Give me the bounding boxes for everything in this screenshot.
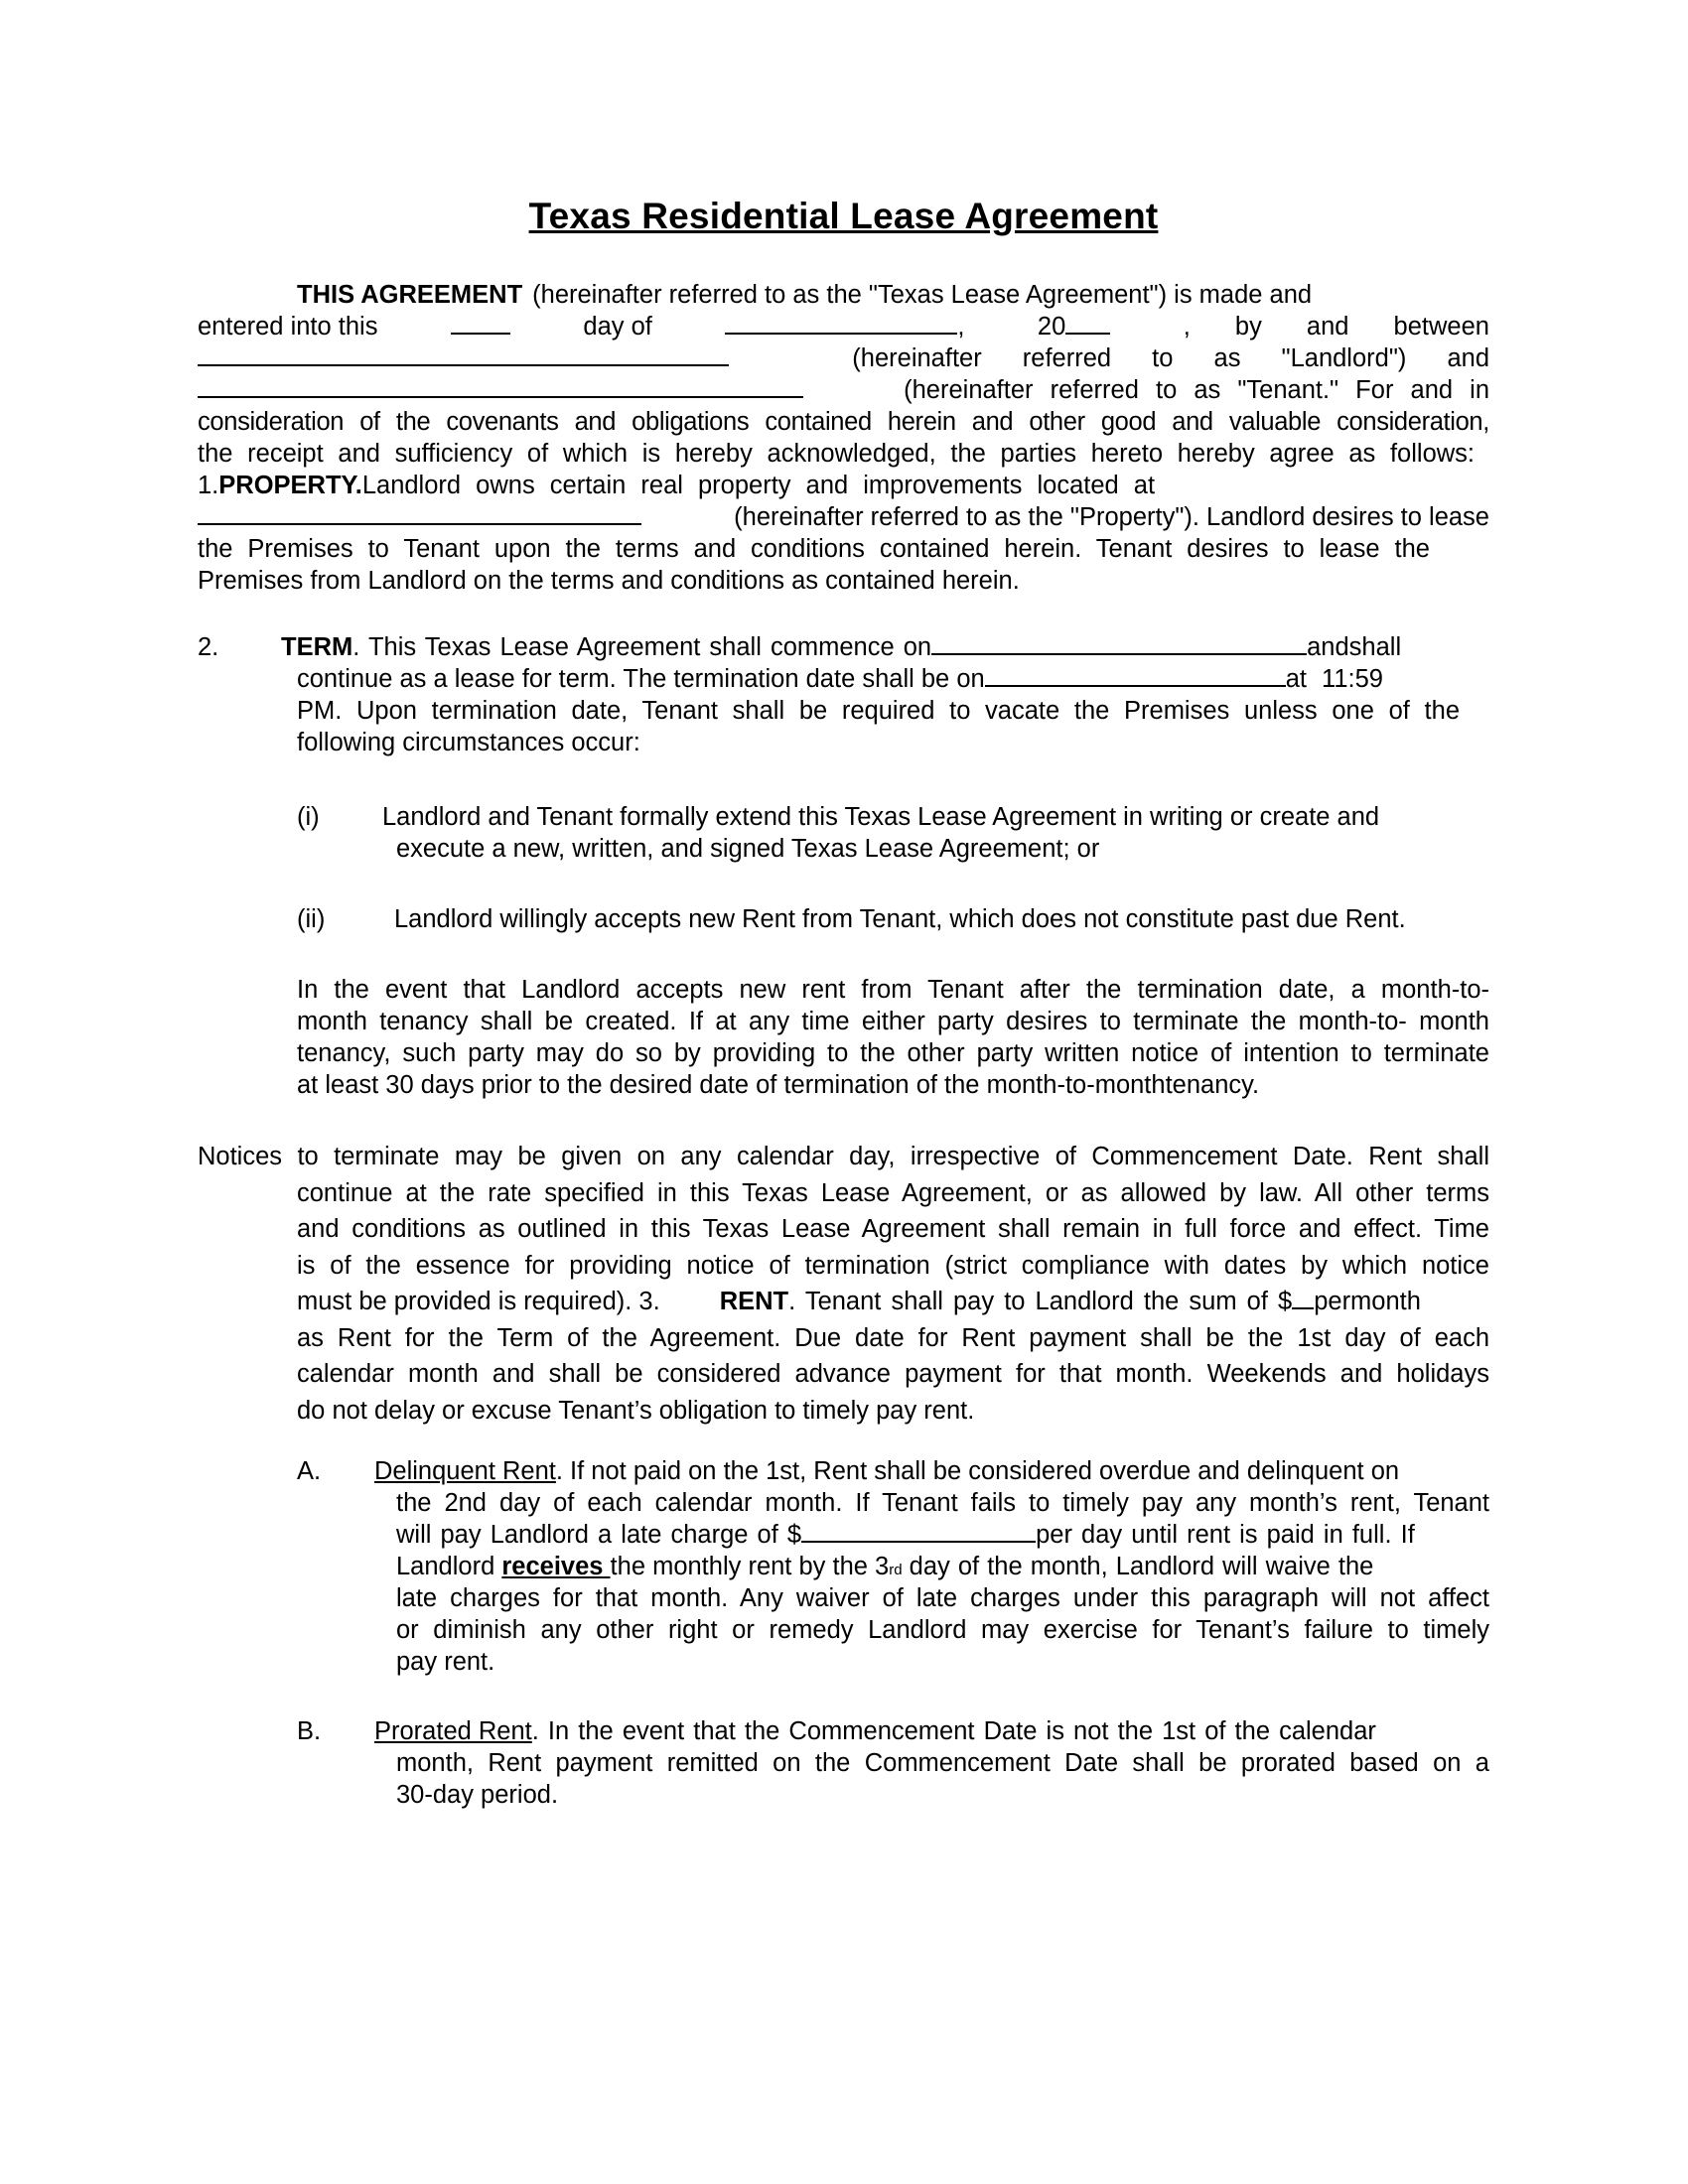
term-line-4: following circumstances occur: bbox=[297, 729, 640, 756]
day-blank[interactable] bbox=[451, 311, 510, 335]
month-blank[interactable] bbox=[725, 311, 957, 335]
property-heading: PROPERTY. bbox=[218, 472, 362, 499]
agreement-heading: THIS AGREEMENT bbox=[297, 281, 523, 309]
intro-line-8: (hereinafter referred to as the "Property"). Landlord desires to lease bbox=[198, 501, 1489, 533]
term-line-3: PM. Upon termination date, Tenant shall be required to vacate the Premises unless one of the bbox=[297, 697, 1460, 725]
month-to-month-paragraph: In the event that Landlord accepts new rent from Tenant after the termination date, a month-to- month tenancy shall be created. If at any time either party desires to terminate the month-to- month tenancy, such party may do so by providing to the other party written notice of intention to terminate at least 30 days prior to the desired date of termination of the month-to-monthtenancy. bbox=[297, 976, 1489, 1099]
delinquent-rent-heading: Delinquent Rent bbox=[374, 1457, 556, 1485]
property-line: 1. PROPERTY. Landlord owns certain real property and improvements located at bbox=[198, 472, 1156, 499]
rent-amount-blank[interactable] bbox=[1292, 1286, 1314, 1309]
intro-line-5: consideration of the covenants and obligations contained herein and other good and valuable consideration, bbox=[198, 408, 1489, 436]
intro-line-1 bbox=[198, 279, 1489, 311]
intro-line-9: the Premises to Tenant upon the terms and conditions contained herein. Tenant desires to lease the bbox=[198, 535, 1430, 563]
intro-line-6: the receipt and sufficiency of which is hereby acknowledged, the parties hereto hereby agree as follows: bbox=[198, 440, 1475, 468]
term-section bbox=[198, 631, 1489, 758]
commence-date-blank[interactable] bbox=[931, 631, 1307, 655]
intro-paragraph bbox=[198, 279, 1489, 597]
section-label: A. bbox=[297, 1457, 322, 1485]
termination-date-blank[interactable] bbox=[985, 663, 1286, 687]
circumstance-label: (i) bbox=[297, 803, 320, 831]
rent-heading: RENT bbox=[719, 1288, 789, 1315]
intro-line-1-text: (hereinafter referred to as the "Texas Lease Agreement") is made and bbox=[532, 281, 1313, 309]
document-page bbox=[198, 0, 1489, 2184]
section-label: B. bbox=[297, 1717, 322, 1745]
intro-line-10: Premises from Landlord on the terms and conditions as contained herein. bbox=[198, 567, 1020, 595]
tenant-name-blank[interactable] bbox=[198, 374, 803, 398]
document-title: Texas Residential Lease Agreement bbox=[528, 196, 1159, 236]
late-charge-blank[interactable] bbox=[801, 1519, 1036, 1543]
circumstance-ii: (ii) Landlord willingly accepts new Rent from Tenant, which does not constitute past due Rent. bbox=[297, 905, 1406, 933]
year-blank[interactable] bbox=[1065, 311, 1110, 335]
intro-line-3: (hereinafter referred to as "Landlord") and bbox=[198, 342, 1489, 374]
receives-emphasis: receives bbox=[501, 1553, 604, 1580]
term-line-2: continue as a lease for term. The termination date shall be on at 11:59 bbox=[297, 665, 1383, 693]
circumstance-label: (ii) bbox=[297, 905, 326, 933]
delinquent-rent-section: A. Delinquent Rent . If not paid on the 1st, Rent shall be considered overdue and delinquent on the 2nd day of each calendar month. If Tenant fails to timely pay any month’s rent, Tenant will pay Landlord a late charge of $ per day until rent is paid in full. If Landlord receives the monthly rent by the 3 rd day of the month, Landlord will waive the late charges for that month. Any waiver of late charges under this paragraph will not affect or diminish any other right or remedy Landlord may exercise for Tenant’s failure to timely pay rent. bbox=[297, 1457, 1489, 1676]
prorated-rent-section: B. Prorated Rent . In the event that the Commencement Date is not the 1st of the calendar month, Rent payment remitted on the Commencement Date shall be prorated based on a 30-day period. bbox=[297, 1717, 1489, 1809]
term-line-1: 2. TERM . This Texas Lease Agreement shall commence on andshall bbox=[198, 633, 1402, 661]
term-heading: TERM bbox=[281, 633, 353, 661]
notices-paragraph: Notices to terminate may be given on any calendar day, irrespective of Commencement Date. Rent shall continue at the rate specified in this Texas Lease Agreement, or as allowed by law. All other terms and conditions as outlined in this Texas Lease Agreement shall remain in full force and effect. Time is of the essence for providing notice of termination (strict compliance with dates by which notice must be provided is required). 3. RENT . Tenant shall pay to Landlord the sum of $ permonth as Rent for the Term of the Agreement. Due date for Rent payment shall be the 1st day of each calendar month and shall be considered advance payment for that month. Weekends and holidays do not delay or excuse Tenant’s obligation to timely pay rent. bbox=[198, 1143, 1489, 1425]
prorated-rent-heading: Prorated Rent bbox=[374, 1717, 532, 1745]
circumstance-i: (i) Landlord and Tenant formally extend this Texas Lease Agreement in writing or create and execute a new, written, and signed Texas Lease Agreement; or bbox=[297, 803, 1380, 863]
landlord-name-blank[interactable] bbox=[198, 342, 729, 366]
intro-line-2: entered into this day of , 20 , by and between bbox=[198, 313, 1489, 341]
intro-line-4: (hereinafter referred to as "Tenant." For and in bbox=[198, 374, 1489, 406]
rent-line: must be provided is required). 3. RENT . Tenant shall pay to Landlord the sum of $ permonth bbox=[297, 1284, 1489, 1320]
property-address-blank[interactable] bbox=[198, 501, 641, 525]
